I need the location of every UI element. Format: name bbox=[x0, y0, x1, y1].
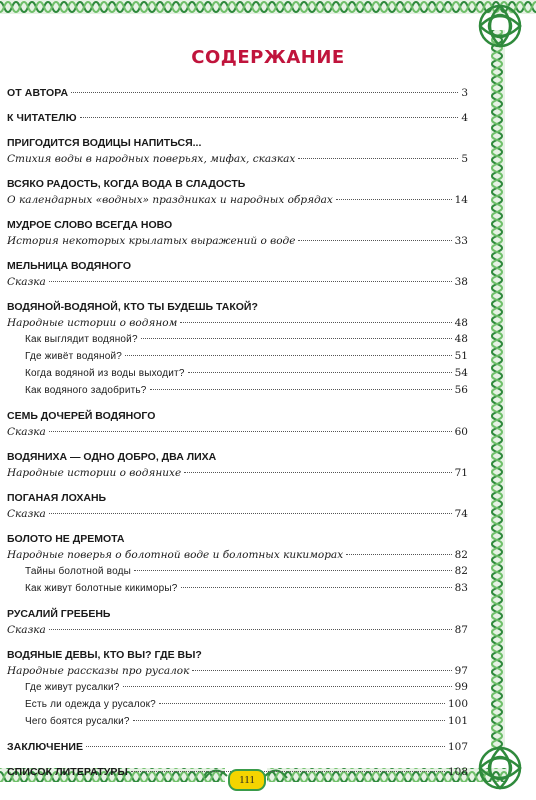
page-ref: 48 bbox=[454, 333, 468, 345]
toc-heading[interactable]: ПОГАНАЯ ЛОХАНЬ bbox=[7, 492, 107, 504]
dot-leader bbox=[298, 240, 451, 241]
toc-item-label: Есть ли одежда у русалок? bbox=[25, 699, 156, 710]
page-title: СОДЕРЖАНИЕ bbox=[191, 47, 345, 68]
toc-heading-row[interactable] bbox=[7, 85, 468, 101]
toc-subtitle-row[interactable] bbox=[7, 663, 468, 679]
page-ref: 99 bbox=[454, 681, 468, 693]
dot-leader bbox=[141, 338, 452, 339]
toc-subtitle-row[interactable] bbox=[7, 547, 468, 563]
page-ref: 100 bbox=[447, 698, 468, 710]
toc-section bbox=[7, 85, 468, 101]
toc-item-row[interactable] bbox=[7, 679, 468, 696]
page-ref: 107 bbox=[447, 741, 468, 753]
toc-item-label: Где живёт водяной? bbox=[25, 351, 123, 362]
dot-leader bbox=[159, 703, 445, 704]
toc-item-label: Где живут русалки? bbox=[25, 682, 120, 693]
dot-leader bbox=[188, 372, 452, 373]
toc-subtitle-row[interactable] bbox=[7, 192, 468, 208]
toc-heading-label: ЗАКЛЮЧЕНИЕ bbox=[7, 741, 84, 753]
page-ref: 38 bbox=[454, 276, 468, 288]
dot-leader bbox=[150, 389, 452, 390]
toc-section bbox=[7, 490, 468, 522]
toc-section bbox=[7, 449, 468, 481]
toc-subtitle-label: О календарных «водных» праздниках и народных обрядах bbox=[7, 194, 333, 206]
toc-item-label: Как живут болотные кикиморы? bbox=[25, 583, 178, 594]
toc-item-row[interactable] bbox=[7, 696, 468, 713]
toc-section bbox=[7, 135, 468, 167]
toc-section bbox=[7, 531, 468, 597]
dot-leader bbox=[180, 322, 451, 323]
dot-leader bbox=[80, 117, 459, 118]
toc-subtitle-label: Сказка bbox=[7, 426, 46, 438]
toc-item-row[interactable] bbox=[7, 365, 468, 382]
dot-leader bbox=[134, 570, 452, 571]
toc-heading-row[interactable] bbox=[7, 110, 468, 126]
dot-leader bbox=[181, 587, 452, 588]
toc-heading[interactable]: БОЛОТО НЕ ДРЕМОТА bbox=[7, 533, 125, 545]
toc-heading[interactable]: МУДРОЕ СЛОВО ВСЕГДА НОВО bbox=[7, 219, 173, 231]
dot-leader bbox=[184, 472, 451, 473]
dot-leader bbox=[125, 355, 452, 356]
dot-leader bbox=[49, 431, 452, 432]
toc-subtitle-label: Стихия воды в народных поверьях, мифах, сказках bbox=[7, 153, 296, 165]
toc-subtitle-row[interactable] bbox=[7, 315, 468, 331]
toc-item-row[interactable] bbox=[7, 331, 468, 348]
toc-item-label: Как выглядит водяной? bbox=[25, 334, 138, 345]
page-ref: 87 bbox=[454, 624, 468, 636]
dot-leader bbox=[71, 92, 458, 93]
dot-leader bbox=[49, 281, 452, 282]
toc-subtitle-label: Сказка bbox=[7, 508, 46, 520]
toc-subtitle-label: Народные рассказы про русалок bbox=[7, 665, 190, 677]
dot-leader bbox=[192, 670, 451, 671]
page-ref: 56 bbox=[454, 384, 468, 396]
toc-subtitle-row[interactable] bbox=[7, 506, 468, 522]
dot-leader bbox=[86, 746, 445, 747]
toc-heading-label: ОТ АВТОРА bbox=[7, 87, 69, 99]
page-ref: 101 bbox=[447, 715, 468, 727]
toc-heading-row[interactable] bbox=[7, 739, 468, 755]
dot-leader bbox=[336, 199, 452, 200]
toc-subtitle-row[interactable] bbox=[7, 274, 468, 290]
toc-item-row[interactable] bbox=[7, 580, 468, 597]
toc-heading[interactable]: СЕМЬ ДОЧЕРЕЙ ВОДЯНОГО bbox=[7, 410, 156, 422]
toc-heading[interactable]: ПРИГОДИТСЯ ВОДИЦЫ НАПИТЬСЯ... bbox=[7, 137, 202, 149]
toc-section bbox=[7, 739, 468, 755]
page-number-badge: 111 bbox=[228, 769, 266, 791]
dot-leader bbox=[131, 771, 445, 772]
page-ref: 74 bbox=[454, 508, 468, 520]
toc-heading[interactable]: ВОДЯНОЙ-ВОДЯНОЙ, КТО ТЫ БУДЕШЬ ТАКОЙ? bbox=[7, 301, 258, 313]
toc-item-row[interactable] bbox=[7, 382, 468, 399]
page-ref: 83 bbox=[454, 582, 468, 594]
toc-section bbox=[7, 176, 468, 208]
page-ref: 97 bbox=[454, 665, 468, 677]
toc-heading[interactable]: ВОДЯНЫЕ ДЕВЫ, КТО ВЫ? ГДЕ ВЫ? bbox=[7, 649, 202, 661]
toc-subtitle-row[interactable] bbox=[7, 622, 468, 638]
toc-subtitle-label: Сказка bbox=[7, 276, 46, 288]
toc-item-label: Чего боятся русалки? bbox=[25, 716, 130, 727]
page-ref: 82 bbox=[454, 549, 468, 561]
table-of-contents bbox=[7, 85, 468, 789]
toc-heading[interactable]: РУСАЛИЙ ГРЕБЕНЬ bbox=[7, 608, 111, 620]
page-ref: 71 bbox=[454, 467, 468, 479]
page-ref: 108 bbox=[447, 766, 468, 778]
toc-section bbox=[7, 258, 468, 290]
page-ref: 14 bbox=[454, 194, 468, 206]
toc-subtitle-label: История некоторых крылатых выражений о воде bbox=[7, 235, 296, 247]
toc-subtitle-label: Народные поверья о болотной воде и болотных кикиморах bbox=[7, 549, 344, 561]
toc-subtitle-row[interactable] bbox=[7, 465, 468, 481]
toc-section bbox=[7, 299, 468, 399]
toc-item-row[interactable] bbox=[7, 563, 468, 580]
toc-subtitle-row[interactable] bbox=[7, 424, 468, 440]
toc-subtitle-label: Народные истории о водянихе bbox=[7, 467, 182, 479]
toc-subtitle-label: Сказка bbox=[7, 624, 46, 636]
toc-section bbox=[7, 217, 468, 249]
page-ref: 51 bbox=[454, 350, 468, 362]
toc-item-row[interactable] bbox=[7, 348, 468, 365]
page-ref: 3 bbox=[461, 87, 468, 99]
toc-heading[interactable]: ВОДЯНИХА — ОДНО ДОБРО, ДВА ЛИХА bbox=[7, 451, 217, 463]
dot-leader bbox=[133, 720, 445, 721]
page-ref: 48 bbox=[454, 317, 468, 329]
toc-section bbox=[7, 606, 468, 638]
toc-heading[interactable]: ВСЯКО РАДОСТЬ, КОГДА ВОДА В СЛАДОСТЬ bbox=[7, 178, 246, 190]
dot-leader bbox=[49, 513, 452, 514]
page-ref: 5 bbox=[461, 153, 468, 165]
dot-leader bbox=[346, 554, 452, 555]
toc-subtitle-row[interactable] bbox=[7, 151, 468, 167]
toc-item-row[interactable] bbox=[7, 713, 468, 730]
toc-item-label: Тайны болотной воды bbox=[25, 566, 132, 577]
toc-section bbox=[7, 110, 468, 126]
toc-item-label: Как водяного задобрить? bbox=[25, 385, 147, 396]
toc-heading[interactable]: МЕЛЬНИЦА ВОДЯНОГО bbox=[7, 260, 132, 272]
toc-heading-label: К ЧИТАТЕЛЮ bbox=[7, 112, 77, 124]
dot-leader bbox=[123, 686, 452, 687]
page-ref: 54 bbox=[454, 367, 468, 379]
toc-section bbox=[7, 408, 468, 440]
page-ref: 82 bbox=[454, 565, 468, 577]
toc-subtitle-row[interactable] bbox=[7, 233, 468, 249]
toc-item-label: Когда водяной из воды выходит? bbox=[25, 368, 185, 379]
page-ref: 4 bbox=[461, 112, 468, 124]
page-ref: 60 bbox=[454, 426, 468, 438]
toc-heading-label: СПИСОК ЛИТЕРАТУРЫ bbox=[7, 766, 128, 778]
dot-leader bbox=[49, 629, 452, 630]
dot-leader bbox=[298, 158, 458, 159]
page-ref: 33 bbox=[454, 235, 468, 247]
toc-subtitle-label: Народные истории о водяном bbox=[7, 317, 178, 329]
toc-section bbox=[7, 647, 468, 730]
